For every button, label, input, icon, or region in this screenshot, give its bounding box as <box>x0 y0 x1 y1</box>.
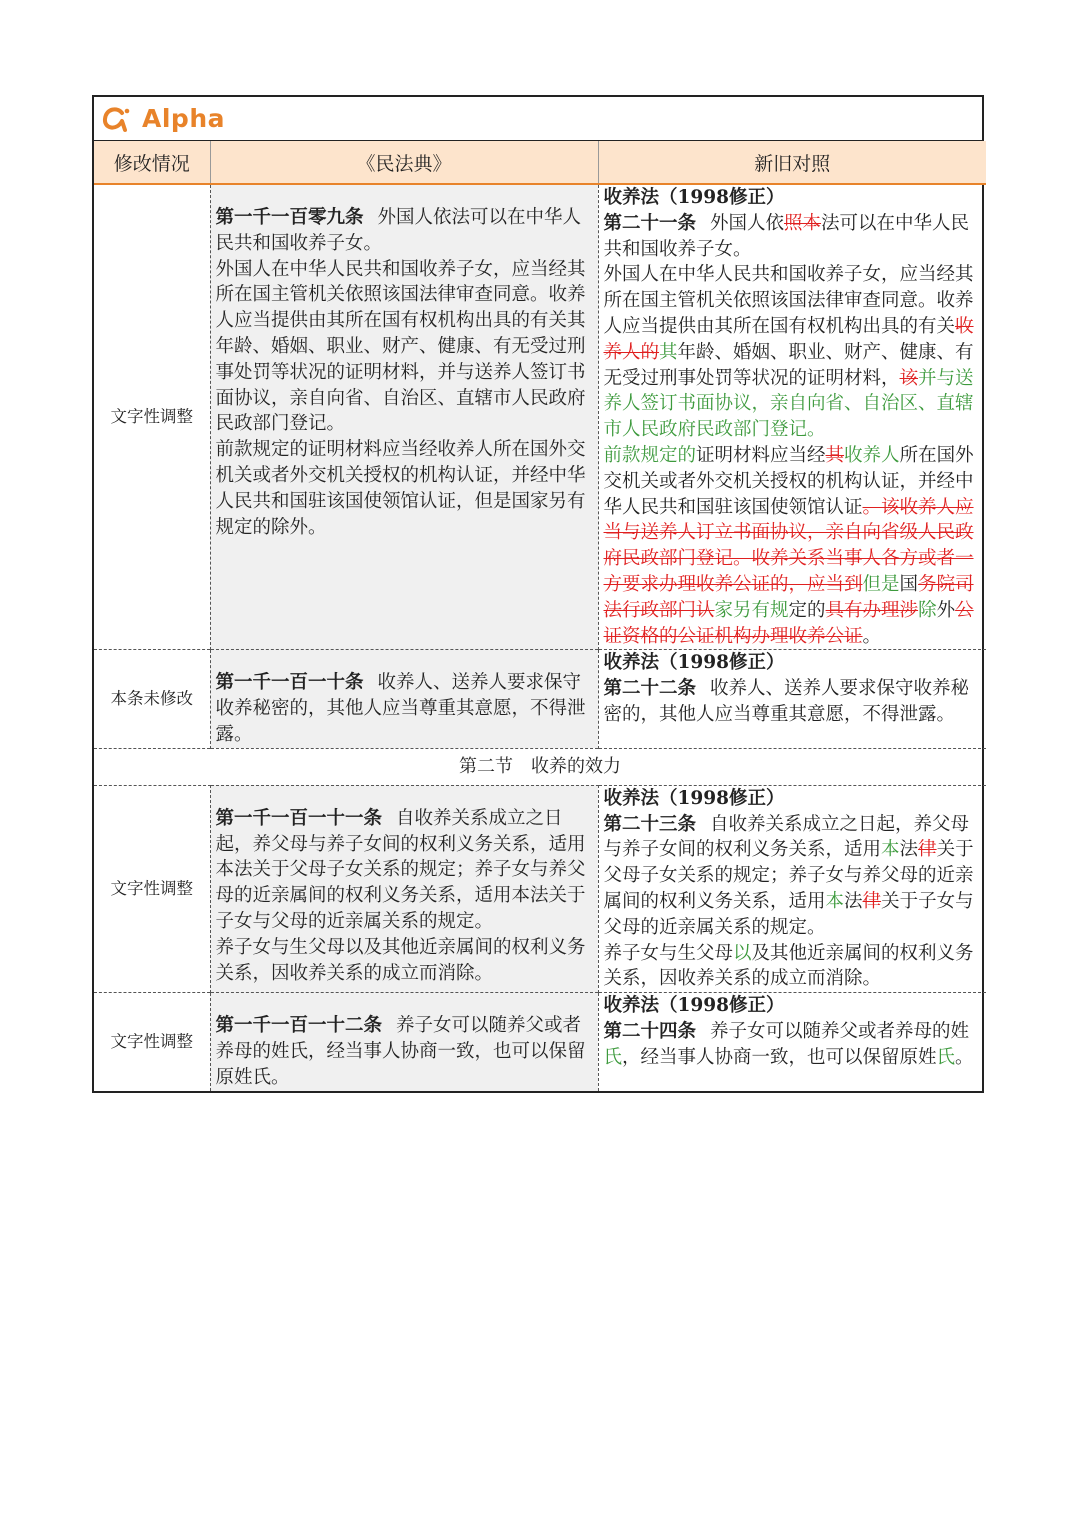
comparison-paragraph <box>604 1019 983 1071</box>
unchanged-text: 证明材料应当经 <box>696 444 826 466</box>
unchanged-text: 定的 <box>788 599 826 621</box>
deleted-text: 收养人的 <box>603 315 974 363</box>
comparison-cell <box>598 993 986 1091</box>
inserted-text: 其 <box>659 341 678 363</box>
inserted-text: 但是 <box>862 573 900 595</box>
civil-code-paragraph <box>216 257 594 438</box>
header-status: 修改情况 <box>94 141 210 184</box>
inserted-text: 氏 <box>603 1046 623 1068</box>
civil-code-cell <box>210 993 598 1091</box>
inserted-text: 并与送养人签订书面协议，亲自向省、自治区、直辖市人民政府民政部门登记。 <box>603 367 974 441</box>
unchanged-text: 年龄、婚姻、职业、财产、健康、有无受过刑事处罚等状况的证明材料， <box>603 341 974 389</box>
comparison-paragraph <box>604 262 983 443</box>
comparison-paragraph <box>604 211 983 263</box>
header-civil-code: 《民法典》 <box>210 141 598 184</box>
old-article-number: 第二十二条 <box>603 678 697 700</box>
paragraph-text: 前款规定的证明材料应当经收养人所在国外交机关或者外交机关授权的机构认证，并经中华人民共和国驻该国使领馆认证，但是国家另有规定的除外。 <box>215 439 586 538</box>
civil-code-paragraph <box>216 437 594 540</box>
deleted-text: 。该收养人应当与送养人订立书面协议，亲自向省级人民政府民政部门登记。收养关系当事人各方或者一方要求办理收养公证的，应当到 <box>603 496 974 595</box>
paragraph-text: 外国人在中华人民共和国收养子女，应当经其所在国主管机关依照该国法律审查同意。收养人应当提供由其所在国有权机构出具的有关其年龄、婚姻、职业、财产、健康、有无受过刑事处罚等状况的证明材料，并与送养人签订书面协议，亲自向省、自治区、直辖市人民政府民政部门登记。 <box>215 258 586 435</box>
old-law-title: 收养法（1998修正） <box>603 995 785 1017</box>
table-row <box>94 650 986 748</box>
unchanged-text: ，经当事人协商一致，也可以保留原姓 <box>622 1046 937 1068</box>
deleted-text: 其 <box>825 444 845 466</box>
change-status: 文字性调整 <box>94 184 210 650</box>
inserted-text: 氏 <box>936 1046 956 1068</box>
comparison-paragraph <box>604 676 983 728</box>
paragraph-text: 收养人、送养人要求保守收养秘密的，其他人应当尊重其意愿，不得泄露。 <box>215 672 586 745</box>
old-law-title: 收养法（1998修正） <box>603 652 785 674</box>
inserted-text: 本 <box>825 890 845 912</box>
paragraph-text: 养子女可以随养父或者养母的姓氏，经当事人协商一致，也可以保留原姓氏。 <box>215 1015 586 1088</box>
unchanged-text: 养子女与生父母 <box>603 942 734 964</box>
civil-code-cell <box>210 184 598 650</box>
table-body <box>94 184 986 1091</box>
brand-name: Alpha <box>142 104 225 133</box>
civil-code-paragraph <box>216 670 594 747</box>
unchanged-text: 法 <box>844 890 863 912</box>
old-law-title: 收养法（1998修正） <box>603 187 785 208</box>
comparison-cell <box>598 184 986 650</box>
section-title: 第二节 收养的效力 <box>94 748 986 785</box>
unchanged-text: 外 <box>936 599 956 621</box>
civil-code-paragraph <box>216 1013 594 1090</box>
unchanged-text: 关于子女与父母的近亲属关系的规定。 <box>603 890 974 938</box>
civil-code-paragraph <box>216 806 594 935</box>
unchanged-text: 收养人、送养人要求保守收养秘密的，其他人应当尊重其意愿，不得泄露。 <box>603 678 970 725</box>
alpha-logo-icon <box>100 104 132 134</box>
deleted-text: 该 <box>899 367 919 389</box>
old-article-number: 第二十三条 <box>603 813 697 835</box>
section-row <box>94 748 986 785</box>
civil-code-cell <box>210 650 598 748</box>
unchanged-text: 外国人在中华人民共和国收养子女，应当经其所在国主管机关依照该国法律审查同意。收养人应当提供由其所在国有权机构出具的有关 <box>603 264 974 337</box>
change-status: 文字性调整 <box>94 993 210 1091</box>
civil-code-cell <box>210 785 598 992</box>
change-status: 本条未修改 <box>94 650 210 748</box>
unchanged-text: 。 <box>862 625 882 647</box>
unchanged-text: 所在国外交机关或者外交机关授权的机构认证，并经中华人民共和国驻该国使领馆认证 <box>603 444 974 518</box>
comparison-cell <box>598 650 986 748</box>
unchanged-text: 自收养关系成立之日起，养父母与养子女间的权利义务关系，适用 <box>603 813 970 861</box>
article-number: 第一千一百零九条 <box>215 207 364 228</box>
inserted-text: 收养人 <box>844 444 900 466</box>
unchanged-text: 外国人依 <box>710 212 785 234</box>
table-row <box>94 785 986 992</box>
comparison-paragraph <box>604 941 983 993</box>
old-law-title: 收养法（1998修正） <box>603 787 785 809</box>
inserted-text: 除 <box>918 599 937 621</box>
paragraph-text: 外国人依法可以在中华人民共和国收养子女。 <box>215 207 582 254</box>
comparison-table <box>94 141 986 1091</box>
table-row <box>94 184 986 650</box>
brand-bar <box>94 97 982 141</box>
paragraph-text: 自收养关系成立之日起，养父母与养子女间的权利义务关系，适用本法关于父母子女关系的规定；养子女与养父母的近亲属间的权利义务关系，适用本法关于子女与父母的近亲属关系的规定。 <box>215 807 586 932</box>
deleted-text: 律 <box>918 839 937 861</box>
inserted-text: 前款规定的 <box>603 444 697 466</box>
unchanged-text: 。 <box>955 1046 974 1068</box>
deleted-text: 公证资格的公证机构办理收养公证 <box>603 599 974 647</box>
unchanged-text: 关于父母子女关系的规定；养子女与养父母的近亲属间的权利义务关系，适用 <box>603 839 974 912</box>
civil-code-paragraph <box>216 935 594 987</box>
inserted-text: 以 <box>733 942 752 964</box>
old-article-number: 第二十四条 <box>603 1020 697 1042</box>
article-number: 第一千一百一十二条 <box>215 1015 383 1037</box>
deleted-text: 务院司法行政部门认 <box>603 573 974 621</box>
civil-code-paragraph <box>216 205 594 257</box>
comparison-paragraph <box>604 443 983 649</box>
unchanged-text: 国 <box>899 573 919 595</box>
header-comparison: 新旧对照 <box>598 141 986 184</box>
comparison-paragraph <box>604 812 983 941</box>
unchanged-text: 法 <box>899 839 919 861</box>
change-status: 文字性调整 <box>94 785 210 992</box>
old-article-number: 第二十一条 <box>603 212 697 234</box>
document-frame <box>92 95 984 1093</box>
inserted-text: 本 <box>881 839 900 861</box>
article-number: 第一千一百一十一条 <box>215 807 383 829</box>
article-number: 第一千一百一十条 <box>215 672 364 694</box>
table-row <box>94 993 986 1091</box>
comparison-cell <box>598 785 986 992</box>
header-row <box>94 141 986 184</box>
unchanged-text: 法可以在中华人民共和国收养子女。 <box>603 212 970 260</box>
deleted-text: 照本 <box>784 212 822 234</box>
unchanged-text: 养子女可以随养父或者养母的姓 <box>710 1020 970 1042</box>
unchanged-text: 及其他近亲属间的权利义务关系，因收养关系的成立而消除。 <box>603 942 974 990</box>
inserted-text: 家另有规 <box>714 599 789 621</box>
deleted-text: 具有办理涉 <box>825 599 919 621</box>
paragraph-text: 养子女与生父母以及其他近亲属间的权利义务关系，因收养关系的成立而消除。 <box>215 936 586 984</box>
deleted-text: 律 <box>862 890 882 912</box>
